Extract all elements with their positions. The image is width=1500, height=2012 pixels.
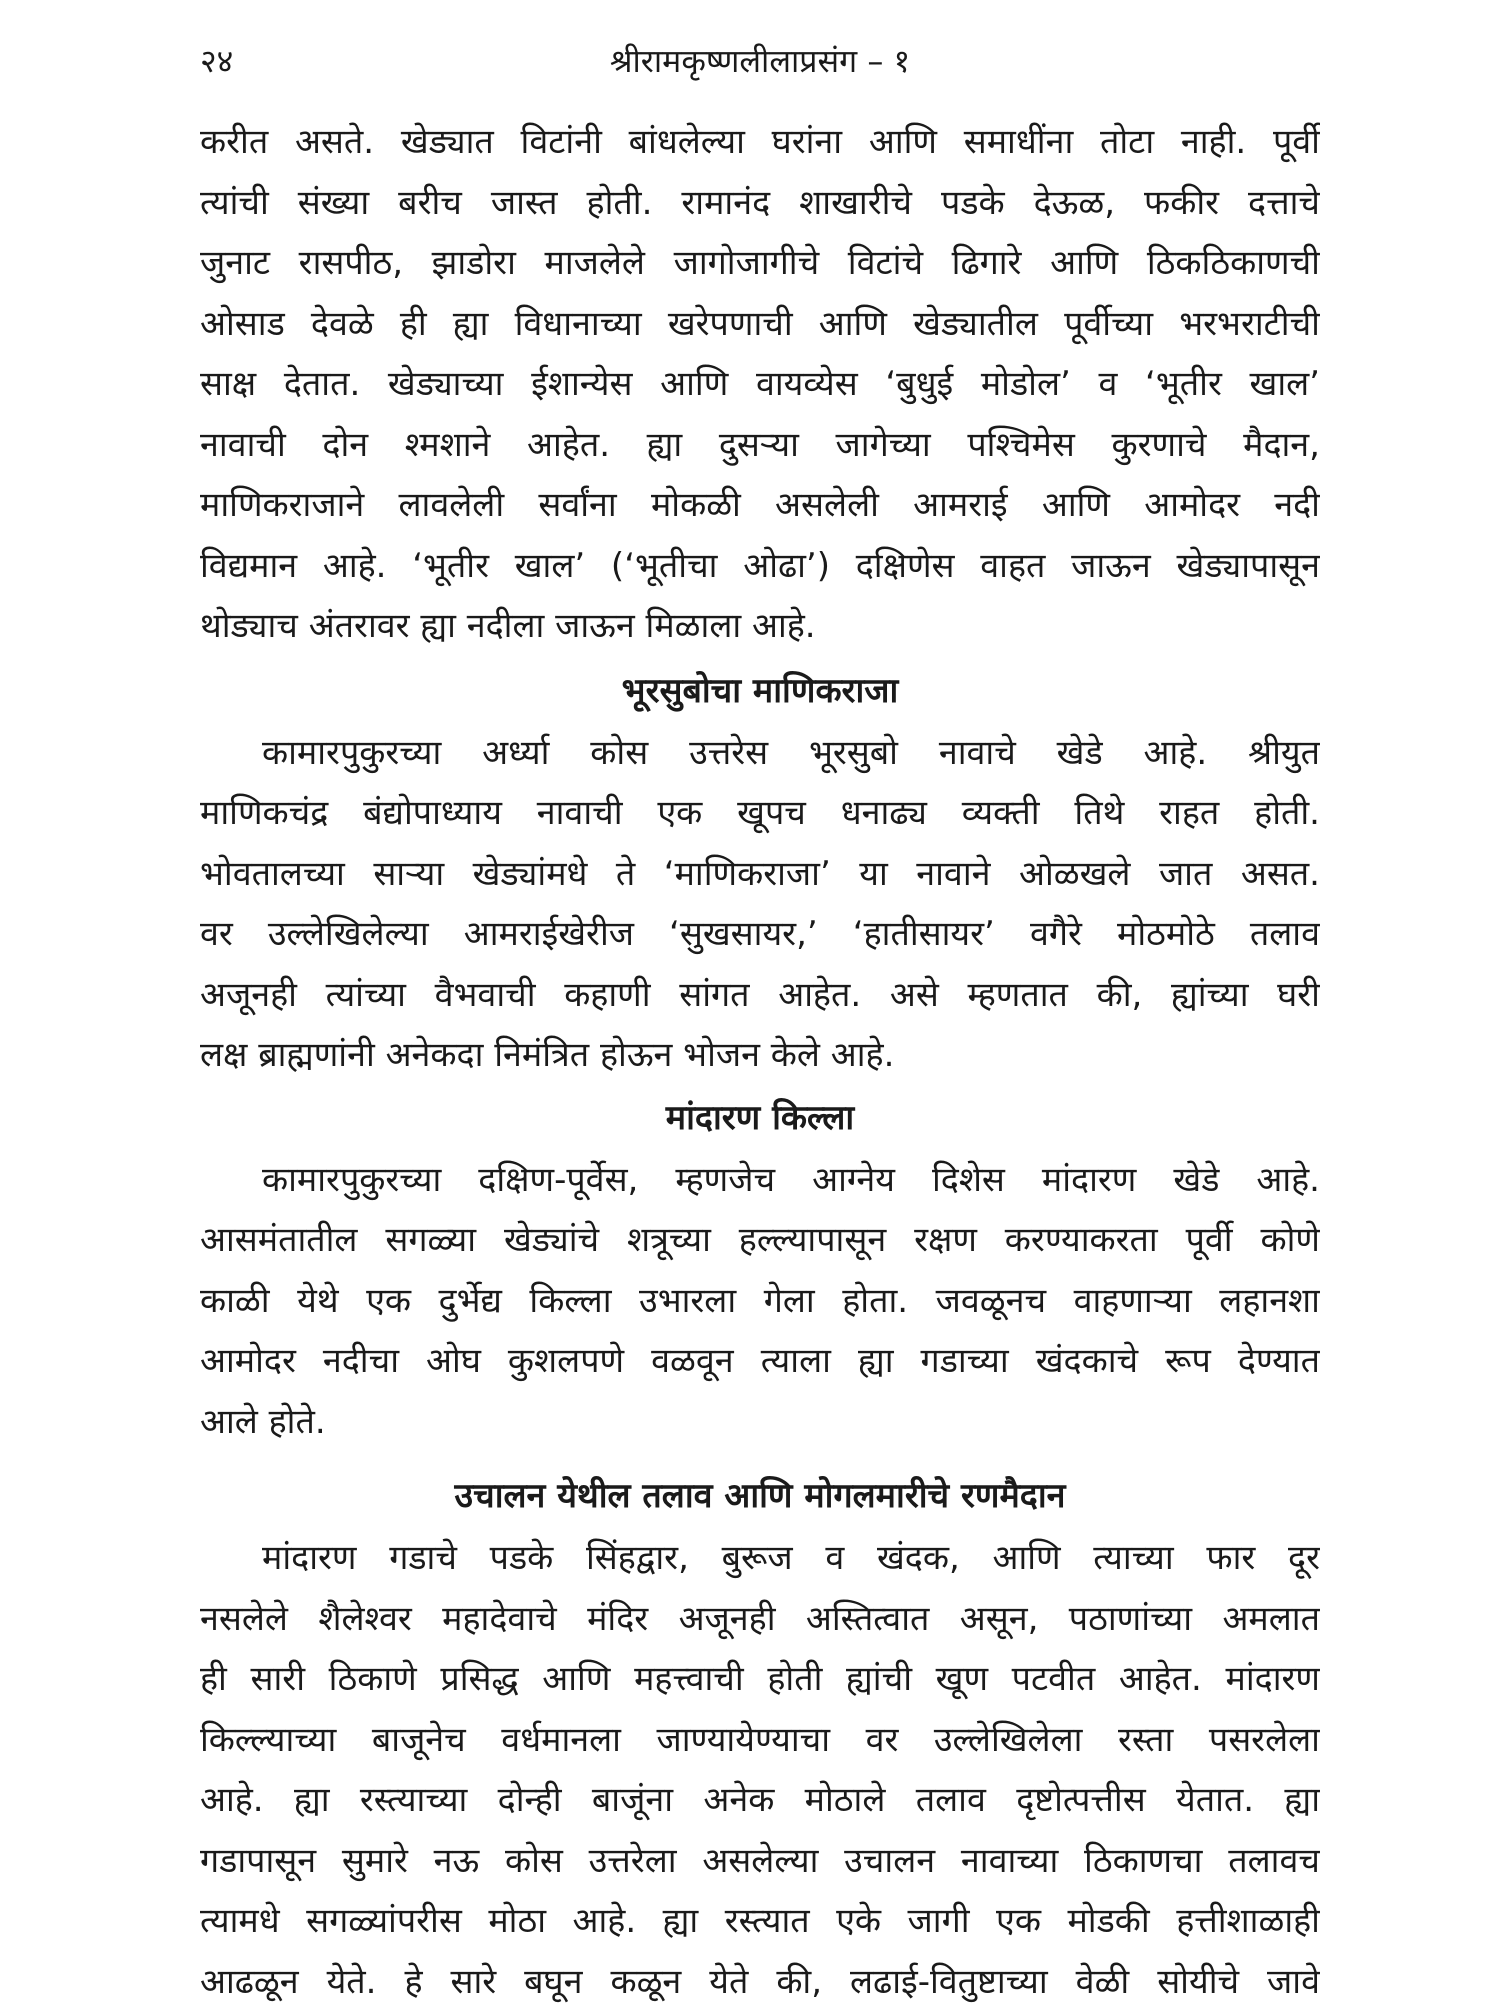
paragraph-continuation bbox=[200, 112, 1320, 657]
section-heading: भूरसुबोचा माणिकराजा bbox=[200, 659, 1320, 723]
text-line: आले होते. bbox=[200, 1392, 1320, 1453]
text-line: ही सारी ठिकाणे प्रसिद्ध आणि महत्त्वाची होती ह्यांची खूण पटवीत आहेत. मांदारण bbox=[200, 1649, 1320, 1710]
text-line: आसमंतातील सगळ्या खेड्यांचे शत्रूच्या हल्ल्यापासून रक्षण करण्याकरता पूर्वी कोणे bbox=[200, 1210, 1320, 1271]
text-line: विद्यमान आहे. ‘भूतीर खाल’ (‘भूतीचा ओढा’) दक्षिणेस वाहत जाऊन खेड्यापासून bbox=[200, 536, 1320, 597]
text-line: किल्ल्याच्या बाजूनेच वर्धमानला जाण्यायेण्याचा वर उल्लेखिलेला रस्ता पसरलेला bbox=[200, 1710, 1320, 1771]
text-line: अजूनही त्यांच्या वैभवाची कहाणी सांगत आहेत. असे म्हणतात की, ह्यांच्या घरी bbox=[200, 965, 1320, 1026]
text-line: माणिकराजाने लावलेली सर्वांना मोकळी असलेली आमराई आणि आमोदर नदी bbox=[200, 475, 1320, 536]
text-line: ओसाड देवळे ही ह्या विधानाच्या खरेपणाची आणि खेड्यातील पूर्वीच्या भरभराटीची bbox=[200, 294, 1320, 355]
text-line: करीत असते. खेड्यात विटांनी बांधलेल्या घरांना आणि समाधींना तोटा नाही. पूर्वी bbox=[200, 112, 1320, 173]
text-line: काळी येथे एक दुर्भेद्य किल्ला उभारला गेला होता. जवळूनच वाहणाऱ्या लहानशा bbox=[200, 1271, 1320, 1332]
paragraph bbox=[200, 1150, 1320, 1453]
section-heading: उचालन येथील तलाव आणि मोगलमारीचे रणमैदान bbox=[200, 1464, 1320, 1528]
running-title: श्रीरामकृष्णलीलाप्रसंग – १ bbox=[200, 36, 1320, 86]
paragraph bbox=[200, 723, 1320, 1086]
text-line: लक्ष ब्राह्मणांनी अनेकदा निमंत्रित होऊन भोजन केले आहे. bbox=[200, 1025, 1320, 1086]
text-line: नसलेले शैलेश्वर महादेवाचे मंदिर अजूनही अस्तित्वात असून, पठाणांच्या अमलात bbox=[200, 1589, 1320, 1650]
text-line: त्यामधे सगळ्यांपरीस मोठा आहे. ह्या रस्त्यात एके जागी एक मोडकी हत्तीशाळाही bbox=[200, 1891, 1320, 1952]
text-line: जुनाट रासपीठ, झाडोरा माजलेले जागोजागीचे विटांचे ढिगारे आणि ठिकठिकाणची bbox=[200, 233, 1320, 294]
text-line: कामारपुकुरच्या अर्ध्या कोस उत्तरेस भूरसुबो नावाचे खेडे आहे. श्रीयुत bbox=[200, 723, 1320, 784]
text-line: कामारपुकुरच्या दक्षिण-पूर्वेस, म्हणजेच आग्नेय दिशेस मांदारण खेडे आहे. bbox=[200, 1150, 1320, 1211]
section-heading: मांदारण किल्ला bbox=[200, 1086, 1320, 1150]
text-line: थोड्याच अंतरावर ह्या नदीला जाऊन मिळाला आहे. bbox=[200, 596, 1320, 657]
text-line: आढळून येते. हे सारे बघून कळून येते की, लढाई-वितुष्टाच्या वेळी सोयीचे जावे bbox=[200, 1952, 1320, 2012]
text-line: साक्ष देतात. खेड्याच्या ईशान्येस आणि वायव्येस ‘बुधुई मोडोल’ व ‘भूतीर खाल’ bbox=[200, 354, 1320, 415]
page-body bbox=[200, 112, 1320, 2012]
text-line: भोवतालच्या साऱ्या खेड्यांमधे ते ‘माणिकराजा’ या नावाने ओळखले जात असत. bbox=[200, 844, 1320, 905]
text-line: त्यांची संख्या बरीच जास्त होती. रामानंद शाखारीचे पडके देऊळ, फकीर दत्ताचे bbox=[200, 173, 1320, 234]
text-line: नावाची दोन श्मशाने आहेत. ह्या दुसऱ्या जागेच्या पश्चिमेस कुरणाचे मैदान, bbox=[200, 415, 1320, 476]
text-line: आमोदर नदीचा ओघ कुशलपणे वळवून त्याला ह्या गडाच्या खंदकाचे रूप देण्यात bbox=[200, 1331, 1320, 1392]
text-line: माणिकचंद्र बंद्योपाध्याय नावाची एक खूपच धनाढ्य व्यक्ती तिथे राहत होती. bbox=[200, 783, 1320, 844]
text-line: आहे. ह्या रस्त्याच्या दोन्ही बाजूंना अनेक मोठाले तलाव दृष्टोत्पत्तीस येतात. ह्या bbox=[200, 1770, 1320, 1831]
page-number: २४ bbox=[200, 36, 233, 86]
page-header bbox=[200, 36, 1320, 86]
text-line: वर उल्लेखिलेल्या आमराईखेरीज ‘सुखसायर,’ ‘हातीसायर’ वगैरे मोठमोठे तलाव bbox=[200, 904, 1320, 965]
text-line: गडापासून सुमारे नऊ कोस उत्तरेला असलेल्या उचालन नावाच्या ठिकाणचा तलावच bbox=[200, 1831, 1320, 1892]
paragraph bbox=[200, 1528, 1320, 2012]
text-line: मांदारण गडाचे पडके सिंहद्वार, बुरूज व खंदक, आणि त्याच्या फार दूर bbox=[200, 1528, 1320, 1589]
